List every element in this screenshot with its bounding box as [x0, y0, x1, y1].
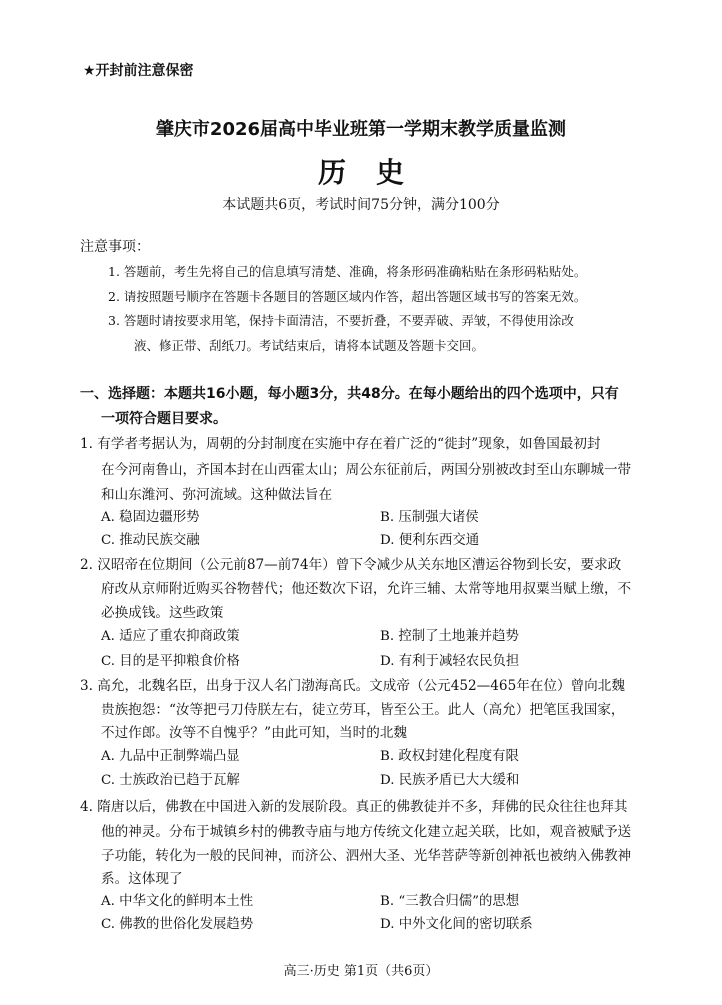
section-title: 一、选择题：本题共16小题，每小题3分，共48分。在每小题给出的四个选项中，只有 — [80, 386, 619, 402]
note-item: 2. 请按照题号顺序在答题卡各题目的答题区域内作答，超出答题区域书写的答案无效。 — [108, 289, 587, 304]
note-item-continued: 液、修正带、刮纸刀。考试结束后，请将本试题及答题卡交回。 — [134, 338, 485, 353]
section-title-continued: 一项符合题目要求。 — [101, 411, 227, 427]
question-3-option-c: C. 士族政治已趋于瓦解 — [101, 773, 240, 788]
note-item: 1. 答题前，考生先将自己的信息填写清楚、准确，将条形码准确粘贴在条形码粘贴处。 — [108, 264, 587, 279]
question-1-stem: 1. 有学者考据认为，周朝的分封制度在实施中存在着广泛的“徙封”现象，如鲁国最初封 — [80, 436, 601, 452]
question-1-option-d: D. 便利东西交通 — [380, 533, 480, 548]
page-footer: 高三·历史 第1页（共6页） — [283, 964, 439, 979]
exam-info: 本试题共6页，考试时间75分钟，满分100分 — [222, 197, 500, 213]
question-4-stem: 4. 隋唐以后，佛教在中国进入新的发展阶段。真正的佛教徒并不多，拜佛的民众往往也拜其 — [80, 799, 628, 815]
question-2-option-d: D. 有利于减轻农民负担 — [380, 654, 520, 669]
question-3-stem-line: 不过作郎。汝等不自愧乎？”由此可知，当时的北魏 — [101, 725, 408, 741]
question-1-option-a: A. 稳固边疆形势 — [101, 510, 200, 525]
subject-title: 历史 — [317, 156, 434, 189]
question-2-option-b: B. 控制了土地兼并趋势 — [380, 629, 519, 644]
notes-heading: 注意事项： — [80, 239, 150, 255]
question-3-stem-line: 贵族抱怨：“汝等把弓刀侍朕左右，徒立劳耳，皆至公王。此人（高允）把笔匡我国家， — [101, 702, 625, 718]
question-1-option-c: C. 推动民族交融 — [101, 533, 200, 548]
note-item: 3. 答题时请按要求用笔，保持卡面清洁，不要折叠，不要弄破、弄皱，不得使用涂改 — [108, 313, 574, 328]
question-1-stem-line: 在今河南鲁山，齐国本封在山西霍太山；周公东征前后，两国分别被改封至山东聊城一带 — [101, 462, 632, 478]
question-2-option-c: C. 目的是平抑粮食价格 — [101, 654, 240, 669]
question-2-stem-line: 府改从京师附近购买谷物替代；他还数次下诏，允许三辅、太常等地用叔粟当赋上缴，不 — [101, 581, 632, 597]
question-3-option-b: B. 政权封建化程度有限 — [380, 749, 519, 764]
question-3-option-a: A. 九品中正制弊端凸显 — [101, 749, 240, 764]
question-4-option-d: D. 中外文化间的密切联系 — [380, 917, 533, 932]
question-1-option-b: B. 压制强大诸侯 — [380, 510, 479, 525]
question-4-stem-line: 子功能，转化为一般的民间神，而济公、泗州大圣、光华菩萨等新创神祇也被纳入佛教神 — [101, 848, 632, 864]
question-2-option-a: A. 适应了重农抑商政策 — [101, 629, 240, 644]
question-4-option-c: C. 佛教的世俗化发展趋势 — [101, 917, 254, 932]
question-4-stem-line: 系。这体现了 — [101, 871, 183, 887]
confidential-label: ★开封前注意保密 — [83, 63, 194, 79]
question-4-option-b: B. “三教合归儒”的思想 — [380, 894, 520, 909]
question-3-option-d: D. 民族矛盾已大大缓和 — [380, 773, 520, 788]
question-3-stem: 3. 高允，北魏名臣，出身于汉人名门渤海高氏。文成帝（公元452—465年在位）曾向北魏 — [80, 678, 625, 694]
exam-title: 肇庆市2026届高中毕业班第一学期末教学质量监测 — [155, 119, 567, 140]
question-4-stem-line: 他的神灵。分布于城镇乡村的佛教寺庙与地方传统文化建立起关联，比如，观音被赋予送 — [101, 824, 632, 840]
question-1-stem-line: 和山东潍河、弥河流域。这种做法旨在 — [101, 487, 333, 503]
question-4-option-a: A. 中华文化的鲜明本土性 — [101, 894, 254, 909]
question-2-stem: 2. 汉昭帝在位期间（公元前87—前74年）曾下令减少从关东地区漕运谷物到长安，要求政 — [80, 557, 622, 573]
question-2-stem-line: 必换成钱。这些政策 — [101, 605, 224, 621]
